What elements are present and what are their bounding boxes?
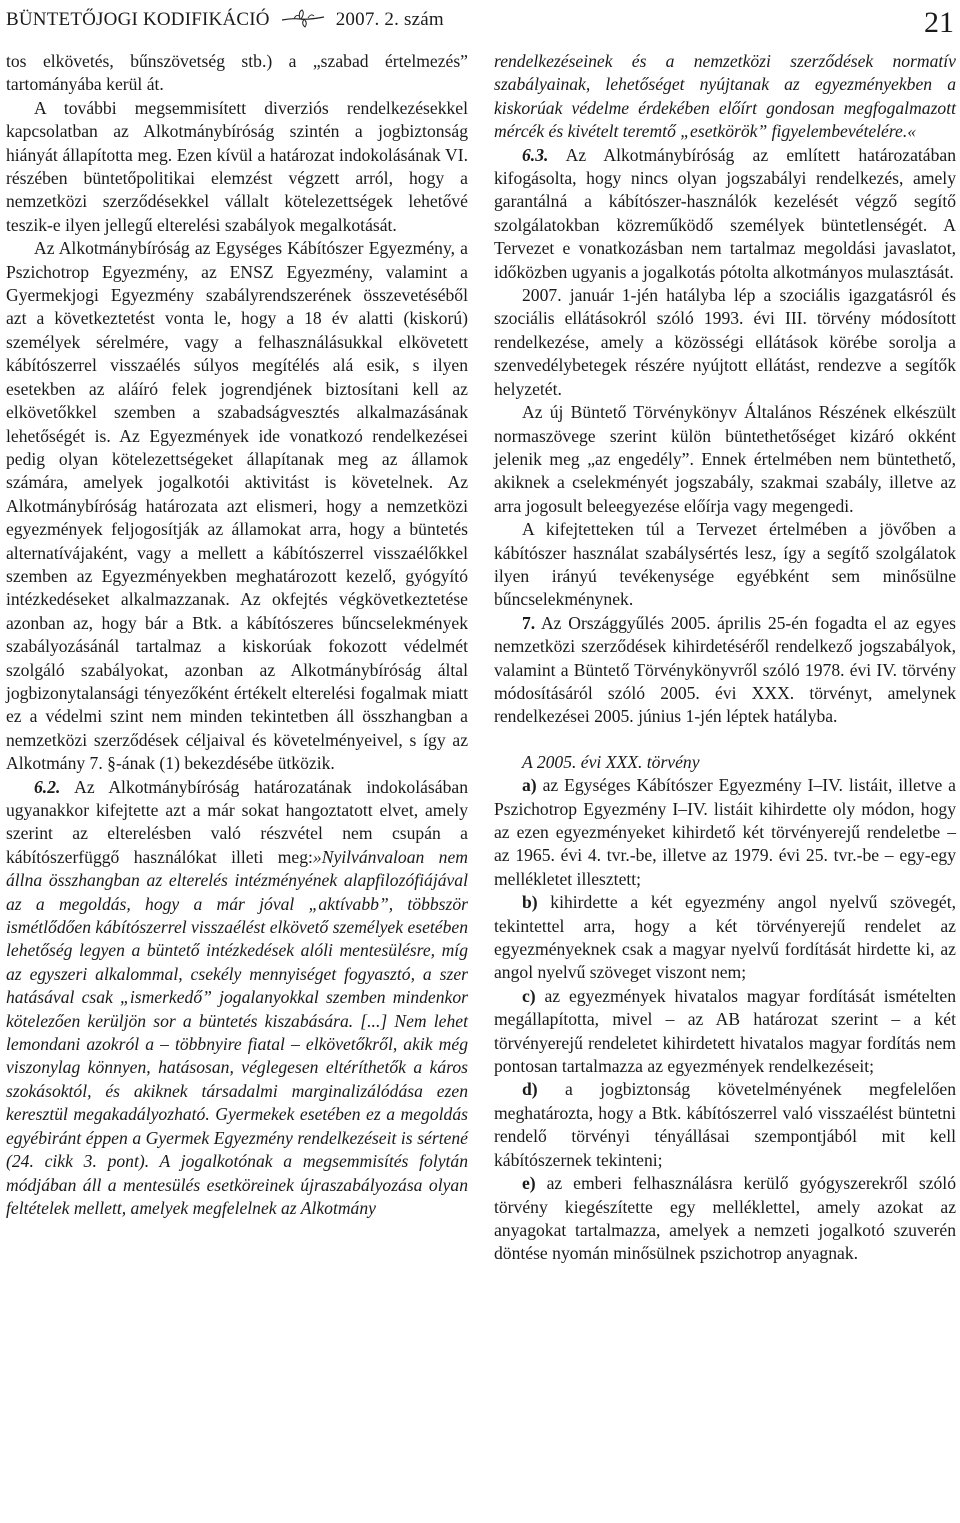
item-text: az egyezmények hivatalos magyar fordítását ismételten megállapította, mivel – az AB határozat szerint – a két törvényerejű rendeletet kihirdetett hivatalos magyar fordítás nem pontosan tartalmazza az egyezmények rendelkezéseit; xyxy=(494,985,956,1077)
paragraph: Az Alkotmánybíróság az Egységes Kábítószer Egyezmény, a Pszichotrop Egyezmény, az ENSZ Egyezmény, valamint a Gyermekjogi Egyezmény szabályrendszerének összevetéséből azt a következtetést vonta le, hogy a 18 év alatti (kiskorú) személyek sérelmére, vagy a felhasználásukkal elkövetett kábítószerrel visszaélés súlyos megítélés alá esik, s ilyen esetekben az aláíró felek jogrendjének biztosítani kell az elkövetőkkel szemben a szabadságvesztés alkalmazásának lehetőségét is. Az Egyezmények ide vonatkozó rendelkezései pedig olyan kötelezettségeket állapítanak meg az államok számára, amelyek jogalkotói aktivitást is követelnek. Az Alkotmánybíróság határozata azt elismeri, hogy a nemzetközi egyezmények feljogosítják az államokat arra, hogy a büntetés alternatívájaként, vagy a mellett a kábítószerrel visszaélőkkel szemben az Egyezményekben meghatározott kezelő, gyógyító intézkedéseket alkalmazzanak. Az okfejtés végkövetkeztetése azonban az, hogy bár a Btk. a kábítószeres bűncselekmények szabályozásánál tartalmaz a kiskorúak fokozott védelmét szolgáló szabályokat, azonban az Alkotmánybíróság által jogbizonytalansági tényezőként értékelt elterelési fogalmak miatt ez a védelmi szint nem minden tekintetben áll összhangban a nemzetközi szerződések céljaival és követelményeivel, s így az Alkotmány 7. §-ának (1) bekezdésébe ütközik. xyxy=(6,238,468,774)
section-number: 6.2. xyxy=(34,776,61,797)
item-text: kihirdette a két egyezmény angol nyelvű szövegét, tekintettel arra, hogy a két törvényerejű rendelet az egyezményeknek csak a magyar nyelvű fordítását hirdette ki, az angol nyelvű szöveget viszont nem; xyxy=(494,892,956,983)
quote-continuation xyxy=(494,50,956,144)
journal-title: BÜNTETŐJOGI KODIFIKÁCIÓ xyxy=(6,9,270,30)
item-text: a jogbiztonság követelményének megfelelően meghatározta, hogy a Btk. kábítószerrel való visszaélést büntetni rendelő törvényi tényállásai szempontjából mit kell kábítószernek tekinteni; xyxy=(494,1079,956,1170)
paragraph: tos elkövetés, bűnszövetség stb.) a „szabad értelmezés” tartományába kerül át. xyxy=(6,51,468,95)
court-quote: »Nyilvánvaloan nem állna összhangban az elterelés intézményének alapfilozófiájával az a megoldás, hogy a már jóval „aktívabb”, többször ismétlődően kábítószerrel visszaélést elkövető személyek esetében lehetőség legyen a büntető intézkedések alóli mentesülésre, míg az egyszeri alkalommal, csekély mennyiséget fogyasztó, a szer hatásával csak „ismerkedő” jogalanyokkal szemben mindenkor kötelezően kerüljön sor a büntetés kiszabására. [...] Nem lehet lemondani azokról a – többnyire fiatal – elkövetőkről, akik még viszonylag könnyen, hatásosan, véglegesen eltéríthetők a káros szokásoktól, és akiknek társadalmi marginalizálódása ezen keresztül megakadályozható. Gyermekek esetében ez a megoldás egyébiránt éppen a Gyermek Egyezmény rendelkezéseit is sértené (24. cikk 3. pont). A jogalkotónak a megsemmisítés folytán módjában áll a mentesülés esetköreinek újraszabályozása olyan feltételek mellett, amelyek megfelelnek az Alkotmány xyxy=(6,846,469,1218)
section-number: 6.3. xyxy=(522,144,549,165)
paragraph: A kifejtetteken túl a Tervezet értelmében a jövőben a kábítószer használat szabálysértés lesz, így a segítő szolgálatok ilyen irányú tevékenysége egyébként sem minősülne bűncselekménynek. xyxy=(494,519,956,610)
section-number: 7. xyxy=(522,612,536,633)
law-title xyxy=(494,751,956,774)
issue-label: 2007. 2. szám xyxy=(335,9,444,30)
paragraph-6-2 xyxy=(6,776,468,1221)
list-item-a xyxy=(494,774,956,891)
page-number: 21 xyxy=(924,6,954,39)
paragraph: 2007. január 1-jén hatályba lép a szociális igazgatásról és szociális ellátásokról szóló 1993. évi III. törvény módosított rendelkezése, amely a közösségi ellátások körébe sorolja a szenvedélybetegek részére nyújtott ellátást, rendezve a segítők helyzetét. xyxy=(494,285,956,399)
list-item-b xyxy=(494,891,956,985)
page-header xyxy=(6,6,958,42)
paragraph-7 xyxy=(494,612,956,729)
paragraph-6-3 xyxy=(494,144,956,284)
left-column xyxy=(6,50,468,1220)
right-column xyxy=(494,50,956,1266)
ornament-icon xyxy=(280,8,326,28)
item-text: az emberi felhasználásra kerülő gyógyszerekről szóló törvény kiegészítette egy melléklettel, amely azokat az anyagokat tartalmazza, amelyek a nemzeti jogalkotó szuverén döntése nyomán minősülnek pszichotrop anyagnak. xyxy=(494,1173,956,1264)
item-label: e) xyxy=(522,1173,536,1194)
item-label: c) xyxy=(522,985,536,1006)
law-title-text: A 2005. évi XXX. törvény xyxy=(522,751,700,772)
item-label: a) xyxy=(522,775,537,796)
list-item-c xyxy=(494,985,956,1079)
paragraph: A további megsemmisített diverziós rendelkezésekkel kapcsolatban az Alkotmánybíróság szintén a jogbiztonság hiányát állapította meg. Ezen kívül a határozat indokolásának VI. részében büntetőpolitikai elemzést végzett arról, hogy a nemzetközi szerződésekkel vállalt kötelezettségek lehetővé teszik-e ilyen jellegű elterelési szabályok megalkotását. xyxy=(6,97,468,235)
paragraph-text: Az Alkotmánybíróság határozatának indokolásában ugyanakkor kifejtette azt a már sokat hangoztatott elvet, amely szerint az elterelésben való részvétel nem csupán a kábítószerfüggő használókat illeti meg: xyxy=(6,776,468,867)
paragraph: Az új Büntető Törvénykönyv Általános Részének elkészült normaszövege szerint külön büntethetőséget kizáró okként jelenik meg „az engedély”. Ennek értelmében nem büntethető, akiknek a cselekményét jogszabály, szakmai szabály, illetve az arra jogosult beleegyezése előírja vagy megengedi. xyxy=(494,402,956,516)
item-label: d) xyxy=(522,1079,538,1100)
list-item-e xyxy=(494,1172,956,1266)
item-text: az Egységes Kábítószer Egyezmény I–IV. listáit, illetve a Pszichotrop Egyezmény I–IV. listáit kihirdette oly módon, hogy az ezen egyezményeket kihirdető két törvényerejű rendeletbe – az 1965. évi 4. tvr.-be, illetve az 1979. évi 25. tvr.-be – egy-egy mellékletet illesztett; xyxy=(494,775,956,889)
paragraph-text: Az Országgyűlés 2005. április 25-én fogadta el az egyes nemzetközi szerződések kihirdetéséről rendelkező jogszabályok, valamint a Büntető Törvénykönyvről szóló 1978. évi IV. törvény módosításáról szóló 2005. évi XXX. törvényt, amelynek rendelkezései 2005. június 1-jén léptek hatályba. xyxy=(494,612,956,727)
court-quote-end: rendelkezéseinek és a nemzetközi szerződések normatív szabályainak, lehetőséget nyújtanak az egyezményekben a kiskorúak védelme érdekében előírt gondosan megfogalmazott mércék és kivételt teremtő „esetkörök” figyelembevételére.« xyxy=(494,51,956,142)
paragraph-text: Az Alkotmánybíróság az említett határozatában kifogásolta, hogy nincs olyan jogszabályi rendelkezés, amely garantálná a kábítószer-használók kezelését végző segítő szolgálatokban közreműködő személyek büntetlenségét. A Tervezet e vonatkozásban nem tartalmaz megoldási javaslatot, időközben ugyanis a jogalkotás pótolta alkotmányos mulasztását. xyxy=(494,144,956,282)
item-label: b) xyxy=(522,892,538,913)
running-head xyxy=(6,8,444,31)
list-item-d xyxy=(494,1078,956,1172)
